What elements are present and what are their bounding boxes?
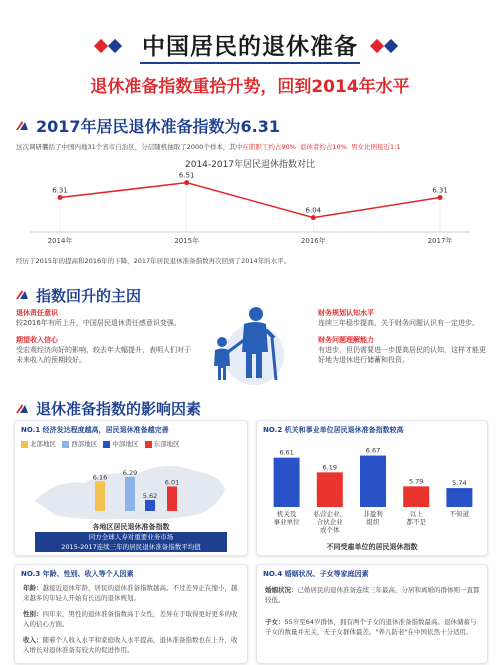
data-label: 6.31	[52, 186, 68, 195]
data-label: 6.04	[305, 206, 322, 215]
employer-bar-label: 6.61	[279, 448, 294, 457]
employer-category-label: 私营企业、	[313, 510, 347, 518]
reason-planning-knowledge	[318, 308, 488, 328]
no2-caption: 不同受雇单位的居民退休指数	[326, 543, 418, 551]
no4-children-label: 子女：	[265, 618, 285, 626]
employer-bar-label: 5.79	[408, 477, 424, 486]
index-section-title: 2017年居民退休准备指数为6.31	[36, 117, 281, 136]
no1-banner	[35, 532, 227, 552]
page-title: 中国居民的退休准备	[142, 34, 358, 60]
reason-title: 退休责任意识	[16, 309, 58, 317]
no1-title: NO.1 经济发达程度越高，居民退休准备越完善	[21, 426, 169, 434]
no3-title: NO.3 年龄、性别、收入等个人因素	[21, 570, 134, 578]
reasons-section-title: 指数回升的主因	[36, 287, 142, 305]
employer-bar	[403, 486, 429, 507]
region-bar	[145, 500, 155, 511]
region-bar-label: 6.16	[92, 473, 108, 482]
reason-title: 财务问题理解能力	[318, 336, 374, 344]
legend-west: 西部地区	[71, 440, 98, 448]
region-bar	[95, 481, 105, 511]
index-series-line	[60, 183, 440, 218]
x-tick-label: 2015年	[174, 237, 200, 245]
reason-income-confidence	[16, 335, 196, 365]
reason-text: 有进步，但仍需要进一步提高居民的认知，这样才能更好地为退休进行储蓄和投资。	[318, 346, 486, 364]
legend-north: 北部地区	[30, 440, 56, 448]
factors-section-title: 退休准备指数的影响因素	[36, 400, 202, 418]
no1-caption: 各地区居民退休准备指数	[92, 523, 170, 531]
x-tick-label: 2014年	[47, 237, 73, 245]
stat-gender: 男女比例接近1:1	[351, 143, 401, 151]
data-point	[184, 180, 189, 185]
page-subtitle: 退休准备指数重拾升势，回到2014年水平	[90, 77, 410, 97]
reason-responsibility	[16, 308, 196, 328]
stat-retired: 退休者约占10%	[299, 143, 347, 151]
factor-no2-card	[256, 420, 488, 556]
no3-age	[23, 583, 241, 603]
section-chevron-icon	[14, 401, 30, 417]
employer-category-label: 合伙企业	[316, 518, 343, 526]
no4-marriage-label: 婚姻状况：	[265, 586, 298, 594]
no3-income-label: 收入：	[23, 636, 43, 644]
title-underline	[140, 62, 360, 64]
stat-employed: 在职职工约占90%	[242, 143, 296, 151]
reason-title: 期望收入信心	[16, 336, 58, 344]
employer-bar-chart	[265, 437, 481, 541]
legend-swatch-north	[21, 441, 28, 448]
no3-gender-label: 性别：	[23, 610, 43, 618]
no3-age-label: 年龄：	[23, 584, 43, 592]
reason-text: 连续三年稳步提高，关于财务问题认识有一定进步。	[318, 319, 479, 327]
data-point	[58, 195, 63, 200]
line-chart-title: 2014-2017年居民退休指数对比	[184, 160, 316, 170]
x-tick-label: 2017年	[427, 237, 453, 245]
reason-title: 财务规划认知水平	[318, 309, 374, 317]
no3-income-text: 随着个人收入水平和家庭收入水平提高，退休准备指数也在上升，收入增长对退休准备有较大的促进作用。	[23, 636, 238, 654]
survey-note	[16, 142, 486, 152]
employer-category-label: 以上	[409, 510, 423, 518]
employer-category-label: 都不是	[406, 518, 426, 526]
no2-title: NO.2 机关和事业单位居民退休准备指数较高	[263, 426, 404, 434]
region-bar-label: 5.62	[142, 491, 158, 500]
employer-bar	[274, 458, 300, 507]
reason-text: 较2016年有所上升，中国居民退休责任感意识变强。	[16, 319, 181, 327]
legend-east: 东部地区	[153, 440, 180, 448]
no3-gender-text: 四年来，男性的退休准备指数高于女性，差异在于取得更好更多的收入的信心方面。	[23, 610, 238, 628]
no3-gender	[23, 609, 241, 629]
no4-children-text: 55岁至64岁群体，拥有两个子女的退休准备指数最高。退休储蓄与子女的数量并无关，无子女群体最差。"养儿防老"在中国依然十分适用。	[265, 618, 477, 636]
reason-financial-understanding	[318, 335, 488, 365]
retirement-index-line-chart	[20, 168, 480, 250]
employer-category-label: 或个体	[320, 526, 340, 534]
employer-category-label: 组织	[366, 518, 380, 526]
data-point	[438, 195, 443, 200]
no4-marriage-text: 已婚居民的退休准备连续三年最高，分居和离婚的群体则一直都较低。	[265, 586, 480, 604]
factor-no1-card	[14, 420, 248, 556]
index-conclusion: 经历了2015年的提高和2016年的下降，2017年居民退休准备指数再次回到了2014年的水平。	[16, 257, 291, 265]
no3-age-text: 越接近退休年龄，居民的退休准备指数越高。不过差异正在缩小，越来越多的年轻人开始有长远的退休规划。	[23, 584, 238, 602]
no1-banner-line2: 2015-2017连续三年的居民退休准备指数平均值	[61, 543, 201, 551]
employer-category-label: 事业单位	[273, 518, 300, 526]
no4-children	[265, 617, 481, 637]
factor-no4-card	[256, 564, 488, 664]
data-point	[311, 215, 316, 220]
elderly-and-child-illustration	[200, 300, 310, 385]
region-bar-label: 6.29	[122, 468, 138, 477]
employer-bar-label: 6.67	[365, 446, 381, 455]
x-tick-label: 2016年	[300, 237, 326, 245]
no1-banner-line1: 同方全球人寿对重要业务市场	[88, 533, 174, 541]
employer-bar	[446, 488, 472, 507]
no3-income	[23, 635, 241, 655]
region-bar	[125, 477, 135, 511]
section-chevron-icon	[14, 118, 30, 134]
legend-swatch-east	[145, 441, 152, 448]
legend-swatch-west	[62, 441, 69, 448]
survey-note-text: 这次调研囊括了中国内地31个省市自治区，分层随机抽取了2000个样本，其中	[16, 143, 243, 151]
factor-no3-card	[14, 564, 248, 664]
data-label: 6.31	[432, 186, 448, 195]
legend-swatch-central	[103, 441, 110, 448]
legend-central: 中部地区	[112, 440, 139, 448]
employer-bar-label: 6.19	[322, 463, 338, 472]
no4-marriage	[265, 585, 481, 605]
no4-title: NO.4 婚姻状况、子女等家庭因素	[263, 570, 369, 578]
region-bar-chart	[25, 449, 235, 521]
employer-category-label: 机关及	[276, 510, 297, 518]
employer-bar-label: 5.74	[452, 479, 467, 488]
data-label: 6.51	[178, 171, 195, 180]
employer-bar	[317, 472, 343, 507]
reason-text: 受宏观经济向好的影响，较去年大幅提升，表明人们对于未来收入的预期较好。	[16, 346, 191, 364]
region-bar-label: 6.01	[164, 478, 180, 487]
no1-legend	[21, 439, 243, 448]
section-chevron-icon	[14, 287, 30, 303]
region-bar	[167, 486, 177, 511]
employer-bar	[360, 456, 386, 507]
employer-category-label: 不知道	[449, 510, 470, 518]
employer-category-label: 非盈利	[363, 510, 383, 518]
